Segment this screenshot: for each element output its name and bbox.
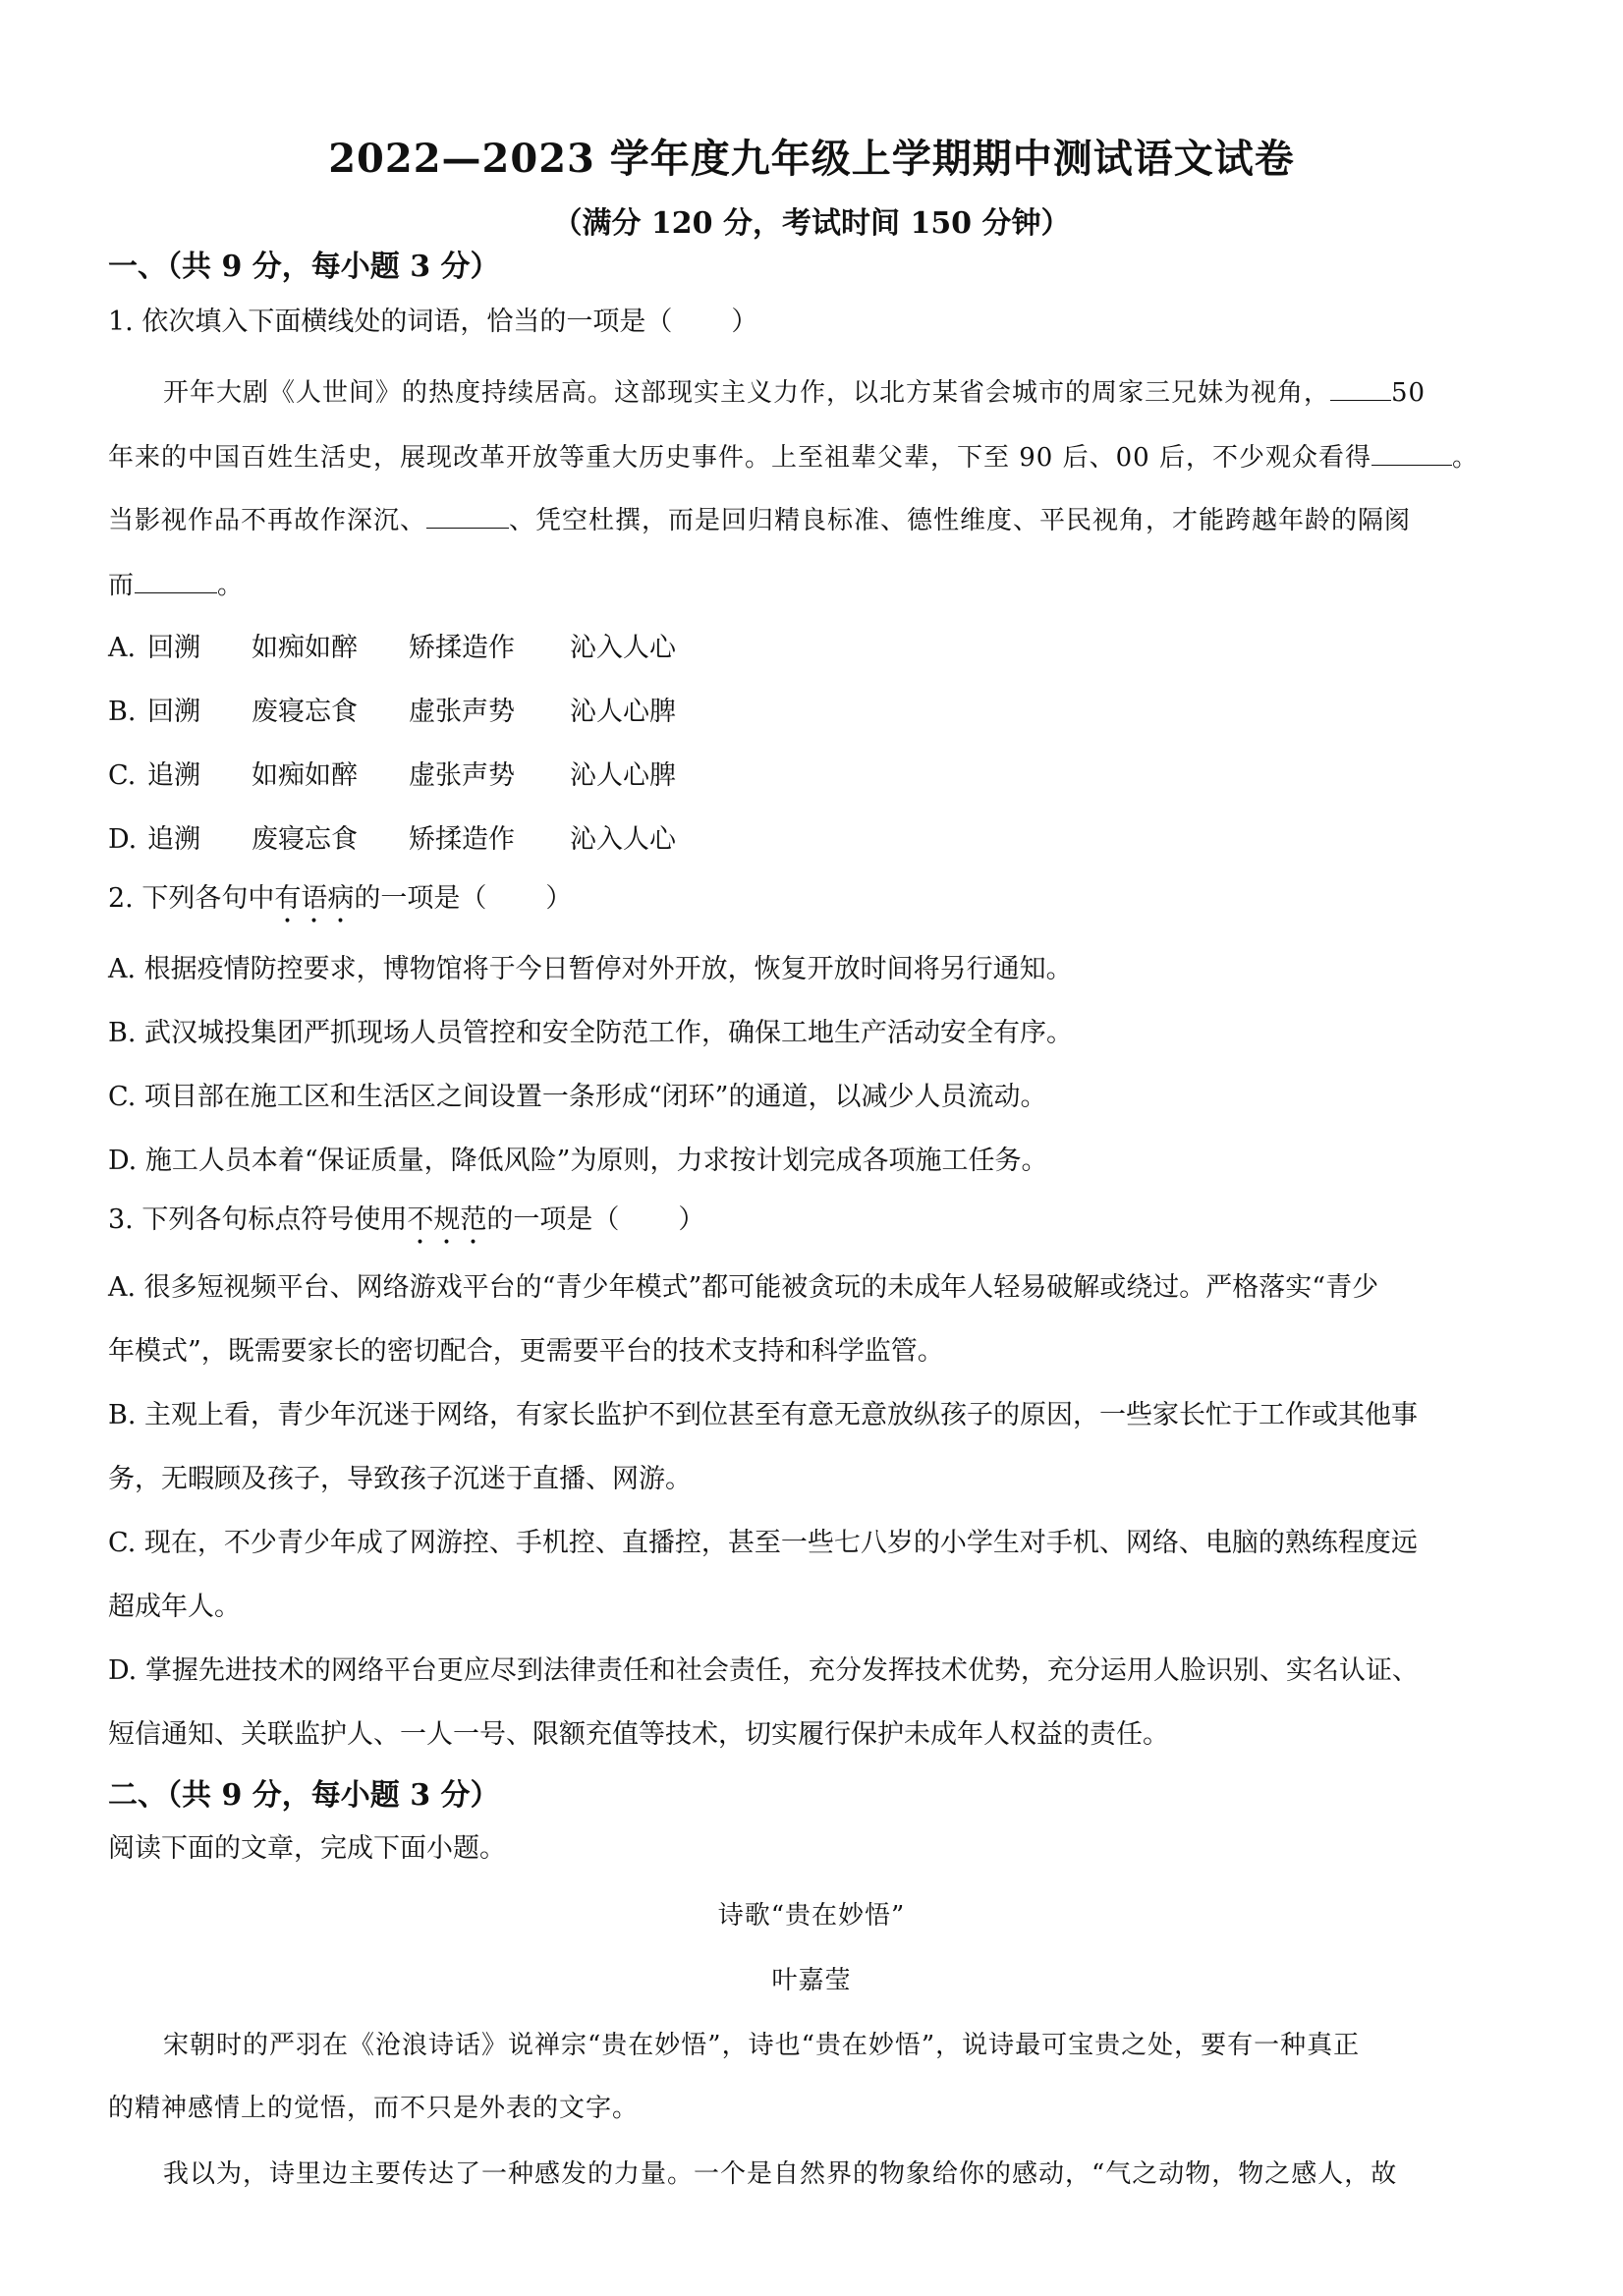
reading-instruction: 阅读下面的文章，完成下面小题。 — [108, 1833, 506, 1864]
option-word: 虚张声势 — [409, 760, 515, 791]
q1-passage-line-4 — [108, 566, 1523, 605]
option-word: 如痴如醉 — [252, 760, 358, 791]
q3-stem-text: 的一项是（ — [486, 1204, 620, 1235]
option-word: 废寝忘食 — [252, 824, 358, 855]
passage-text: 。 — [217, 571, 245, 600]
fill-blank-1 — [1330, 378, 1391, 401]
option-word: 如痴如醉 — [252, 633, 358, 663]
option-word: 虚张声势 — [409, 697, 515, 727]
q3-stem-close: ） — [678, 1204, 705, 1235]
option-letter: B. — [108, 697, 137, 727]
article-paragraph-1-line-2: 的精神感情上的觉悟，而不只是外表的文字。 — [108, 2094, 640, 2123]
passage-text: 而 — [108, 571, 136, 600]
q1-passage-line-2 — [108, 438, 1523, 477]
q2-stem-text: 的一项是（ — [354, 883, 487, 914]
option-letter: D. — [108, 824, 138, 855]
q3-option-c-line-2[interactable]: 超成年人。 — [108, 1592, 241, 1622]
passage-text: 。 — [1451, 443, 1479, 473]
q3-option-b-line-1[interactable]: B. 主观上看，青少年沉迷于网络，有家长监护不到位甚至有意无意放纵孩子的原因，一些家长忙于工作或其他事 — [108, 1400, 1419, 1430]
passage-text: 、凭空杜撰，而是回归精良标准、德性维度、平民视角，才能跨越年龄的隔阂 — [509, 506, 1412, 535]
q3-emphasis: 不规范 — [407, 1204, 487, 1235]
q1-stem — [108, 303, 1523, 342]
option-word: 沁入人心 — [570, 824, 676, 855]
fill-blank-3 — [426, 506, 509, 529]
q1-option-d[interactable] — [108, 820, 1523, 860]
option-letter: C. — [108, 760, 137, 791]
passage-text: 当影视作品不再故作深沉、 — [108, 506, 427, 535]
passage-text: 50 — [1391, 378, 1427, 408]
q2-option-b[interactable]: B. 武汉城投集团严抓现场人员管控和安全防范工作，确保工地生产活动安全有序。 — [108, 1018, 1074, 1048]
q1-passage-line-1 — [163, 373, 1523, 413]
article-paragraph-1-line-1: 宋朝时的严羽在《沧浪诗话》说禅宗“贵在妙悟”，诗也“贵在妙悟”，说诗最可宝贵之处，要有一种真正 — [163, 2031, 1361, 2060]
article-title: 诗歌“贵在妙悟” — [717, 1901, 906, 1931]
q1-stem-text: 1. 依次填入下面横线处的词语，恰当的一项是（ — [108, 307, 673, 337]
option-word: 沁人心脾 — [570, 760, 676, 791]
option-word: 沁人心脾 — [570, 697, 676, 727]
q3-stem-text: 3. 下列各句标点符号使用 — [108, 1204, 408, 1235]
q2-option-a[interactable]: A. 根据疫情防控要求，博物馆将于今日暂停对外开放，恢复开放时间将另行通知。 — [108, 954, 1073, 984]
q1-option-a[interactable] — [108, 629, 1523, 668]
q2-stem — [108, 879, 1523, 929]
q3-option-a-line-1[interactable]: A. 很多短视频平台、网络游戏平台的“青少年模式”都可能被贪玩的未成年人轻易破解或绕过。严格落实“青少 — [108, 1272, 1379, 1303]
fill-blank-4 — [135, 571, 217, 593]
q1-option-b[interactable] — [108, 693, 1523, 732]
q3-option-a-line-2[interactable]: 年模式”，既需要家长的密切配合，更需要平台的技术支持和科学监管。 — [108, 1336, 944, 1367]
passage-text: 开年大剧《人世间》的热度持续居高。这部现实主义力作，以北方某省会城市的周家三兄妹为视角， — [163, 378, 1331, 408]
q1-stem-close: ） — [731, 307, 758, 337]
q1-passage-line-3 — [108, 501, 1523, 540]
q2-stem-text: 2. 下列各句中 — [108, 883, 275, 914]
option-word: 废寝忘食 — [252, 697, 358, 727]
fill-blank-2 — [1371, 443, 1452, 466]
q3-option-c-line-1[interactable]: C. 现在，不少青少年成了网游控、手机控、直播控，甚至一些七八岁的小学生对手机、网络、电脑的熟练程度远 — [108, 1528, 1418, 1558]
article-paragraph-2-line-1: 我以为，诗里边主要传达了一种感发的力量。一个是自然界的物象给你的感动，“气之动物，物之感人，故 — [163, 2159, 1398, 2189]
option-letter: A. — [108, 633, 137, 663]
option-word: 追溯 — [147, 760, 200, 791]
option-word: 矫揉造作 — [409, 633, 515, 663]
option-word: 矫揉造作 — [409, 824, 515, 855]
q2-emphasis: 有语病 — [274, 883, 355, 914]
option-word: 追溯 — [147, 824, 200, 855]
q3-option-d-line-1[interactable]: D. 掌握先进技术的网络平台更应尽到法律责任和社会责任，充分发挥技术优势，充分运用人脸识别、实名认证、 — [108, 1655, 1419, 1686]
q3-option-b-line-2[interactable]: 务，无暇顾及孩子，导致孩子沉迷于直播、网游。 — [108, 1464, 692, 1494]
option-word: 回溯 — [147, 697, 200, 727]
passage-text: 年来的中国百姓生活史，展现改革开放等重大历史事件。上至祖辈父辈，下至 90 后、00 后，不少观众看得 — [108, 443, 1371, 473]
q2-stem-close: ） — [545, 883, 573, 914]
q2-option-d[interactable]: D. 施工人员本着“保证质量，降低风险”为原则，力求按计划完成各项施工任务。 — [108, 1146, 1048, 1176]
q1-option-c[interactable] — [108, 756, 1523, 796]
q3-option-d-line-2[interactable]: 短信通知、关联监护人、一人一号、限额充值等技术，切实履行保护未成年人权益的责任。 — [108, 1719, 1169, 1750]
exam-title: 2022—2023 学年度九年级上学期期中测试语文试卷 — [328, 136, 1295, 182]
option-word: 回溯 — [147, 633, 200, 663]
section-2-heading: 二、（共 9 分，每小题 3 分） — [108, 1778, 500, 1813]
option-word: 沁入人心 — [570, 633, 676, 663]
q2-option-c[interactable]: C. 项目部在施工区和生活区之间设置一条形成“闭环”的通道，以减少人员流动。 — [108, 1082, 1047, 1112]
section-1-heading: 一、（共 9 分，每小题 3 分） — [108, 250, 500, 284]
article-author: 叶嘉莹 — [771, 1966, 852, 1995]
exam-subtitle: （满分 120 分，考试时间 150 分钟） — [552, 206, 1071, 241]
q3-stem — [108, 1201, 1523, 1251]
